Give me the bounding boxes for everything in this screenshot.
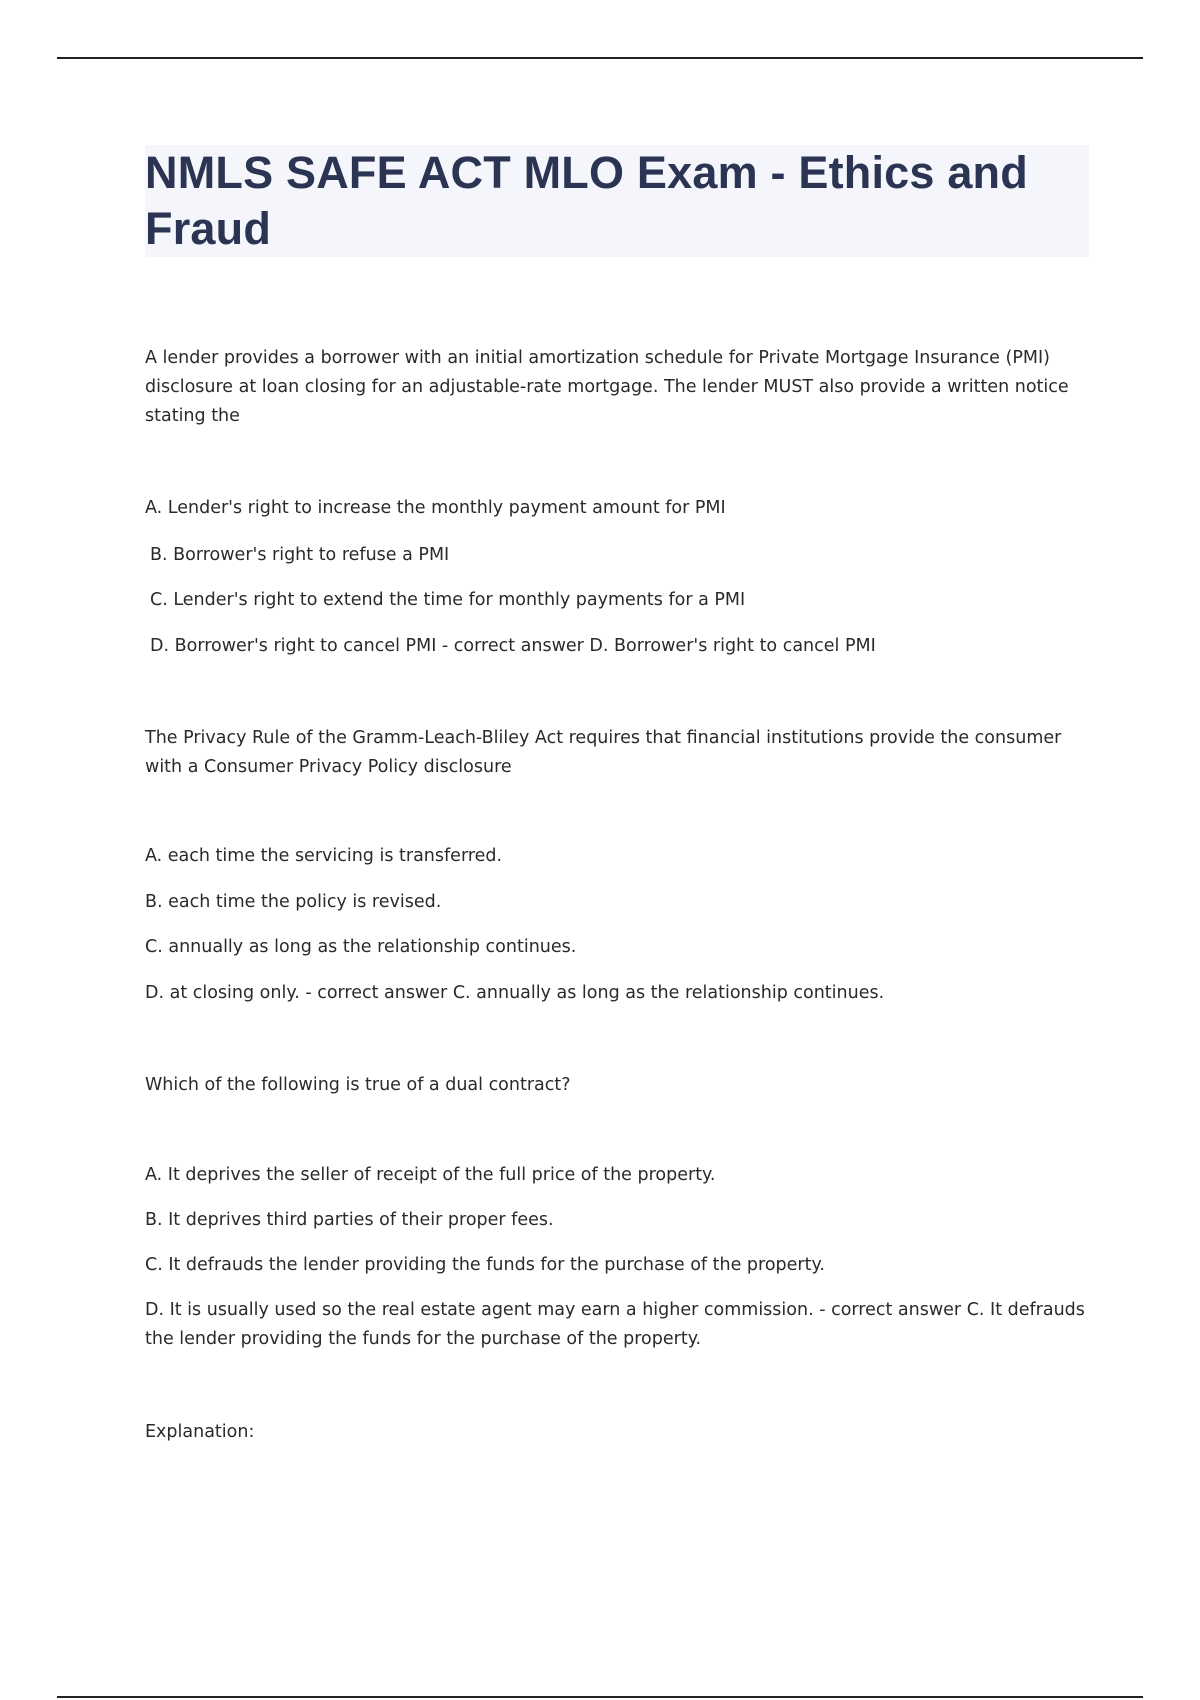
explanation-label: Explanation: bbox=[145, 1422, 255, 1442]
question-3-option-c: C. It defrauds the lender providing the funds for the purchase of the property. bbox=[145, 1255, 825, 1275]
bottom-divider bbox=[57, 1696, 1143, 1698]
question-2-option-c: C. annually as long as the relationship continues. bbox=[145, 937, 577, 957]
top-divider bbox=[57, 57, 1143, 59]
page-title: NMLS SAFE ACT MLO Exam - Ethics and Fraud bbox=[145, 147, 1028, 254]
question-3-prompt: Which of the following is true of a dual contract? bbox=[145, 1075, 571, 1095]
question-3-option-d: D. It is usually used so the real estate agent may earn a higher commission. - correct answer C. It defrauds the lender providing the funds for the purchase of the property. bbox=[145, 1300, 1085, 1349]
question-2-option-b: B. each time the policy is revised. bbox=[145, 892, 442, 912]
question-2-option-a: A. each time the servicing is transferred. bbox=[145, 846, 503, 866]
question-3-option-a: A. It deprives the seller of receipt of the full price of the property. bbox=[145, 1165, 716, 1185]
question-2-option-d: D. at closing only. - correct answer C. annually as long as the relationship continues. bbox=[145, 983, 885, 1003]
question-1-option-d: D. Borrower's right to cancel PMI - correct answer D. Borrower's right to cancel PMI bbox=[150, 636, 876, 656]
question-1-option-c: C. Lender's right to extend the time for monthly payments for a PMI bbox=[150, 590, 746, 610]
question-1-option-b: B. Borrower's right to refuse a PMI bbox=[150, 545, 450, 565]
question-1-option-a: A. Lender's right to increase the monthly payment amount for PMI bbox=[145, 498, 726, 518]
question-2-prompt: The Privacy Rule of the Gramm-Leach-Bliley Act requires that financial institutions provide the consumer with a Consumer Privacy Policy disclosure bbox=[145, 728, 1062, 777]
question-1-prompt: A lender provides a borrower with an initial amortization schedule for Private Mortgage Insurance (PMI) disclosure at loan closing for an adjustable-rate mortgage. The lender MUST also provide a written notice stating the bbox=[145, 348, 1069, 426]
question-3-option-b: B. It deprives third parties of their proper fees. bbox=[145, 1210, 554, 1230]
title-block bbox=[145, 145, 1089, 257]
